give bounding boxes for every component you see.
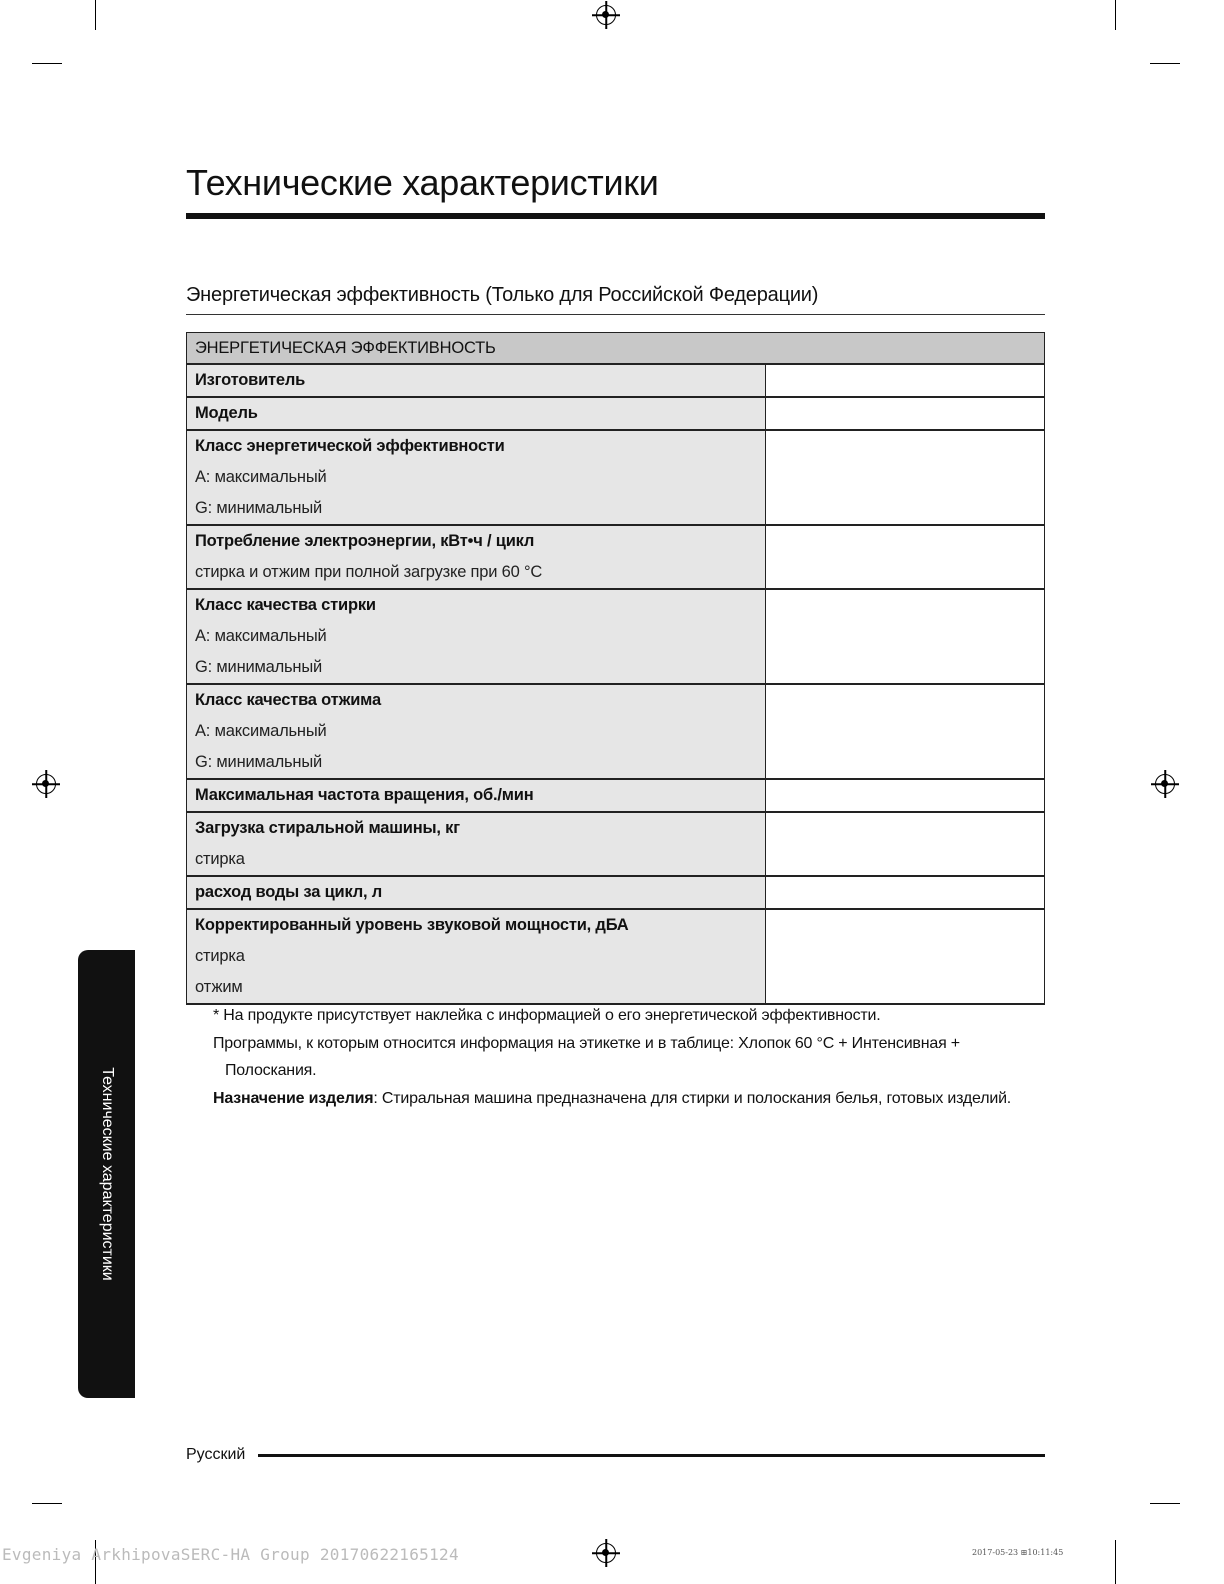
row-title: Максимальная частота вращения, об./мин — [195, 786, 534, 804]
table-row — [187, 684, 1045, 779]
table-row — [187, 779, 1045, 812]
table-row — [187, 909, 1045, 1004]
energy-label-note: * На продукте присутствует наклейка с информацией о его энергетической эффективности. — [213, 1007, 881, 1024]
side-chapter-tab-label: Технические характеристики — [98, 1067, 116, 1281]
side-chapter-tab — [78, 950, 135, 1398]
row-label-cell — [187, 812, 766, 876]
print-timestamp: 2017-05-23 ⊞10:11:45 — [972, 1548, 1064, 1557]
table-row — [187, 430, 1045, 525]
purpose-label: Назначение изделия — [213, 1089, 374, 1107]
footer-language: Русский — [186, 1446, 246, 1463]
row-title: Класс качества отжима — [195, 691, 381, 709]
table-row — [187, 364, 1045, 397]
row-label-cell — [187, 779, 766, 812]
row-value-cell — [766, 364, 1045, 397]
table-row — [187, 589, 1045, 684]
crop-mark — [32, 63, 62, 64]
row-title: Класс энергетической эффективности — [195, 437, 505, 455]
row-value-cell — [766, 909, 1045, 1004]
energy-efficiency-table — [186, 332, 1045, 1005]
table-row — [187, 812, 1045, 876]
row-subtitle: отжим — [195, 978, 243, 996]
row-label-cell — [187, 684, 766, 779]
row-label-cell — [187, 876, 766, 909]
row-value-cell — [766, 684, 1045, 779]
row-value-cell — [766, 397, 1045, 430]
section-title: Энергетическая эффективность (Только для Российской Федерации) — [186, 284, 819, 306]
purpose-note — [213, 1085, 1043, 1113]
row-subtitle: A: максимальный — [195, 468, 327, 486]
purpose-text: : Стиральная машина предназначена для стирки и полоскания белья, готовых изделий. — [373, 1089, 1012, 1107]
row-value-cell — [766, 589, 1045, 684]
crop-mark — [1115, 1540, 1116, 1584]
row-title: Корректированный уровень звуковой мощности, дБА — [195, 916, 629, 934]
table-row — [187, 397, 1045, 430]
row-subtitle: стирка и отжим при полной загрузке при 60 °C — [195, 563, 543, 581]
crop-mark — [1115, 0, 1116, 30]
row-subtitle: A: максимальный — [195, 627, 327, 645]
row-title: расход воды за цикл, л — [195, 883, 383, 901]
row-label-cell — [187, 397, 766, 430]
registration-mark-icon — [596, 1543, 616, 1563]
crop-mark — [32, 1503, 62, 1504]
row-title: Потребление электроэнергии, кВт•ч / цикл — [195, 532, 535, 550]
row-value-cell — [766, 876, 1045, 909]
footer-rule — [258, 1454, 1045, 1457]
notes — [213, 1002, 1043, 1112]
row-label-cell — [187, 589, 766, 684]
table-row — [187, 525, 1045, 589]
page-title: Технические характеристики — [186, 162, 659, 203]
row-value-cell — [766, 525, 1045, 589]
row-subtitle: G: минимальный — [195, 753, 323, 771]
row-value-cell — [766, 779, 1045, 812]
row-label-cell — [187, 525, 766, 589]
registration-mark-icon — [596, 5, 616, 25]
registration-mark-icon — [1155, 774, 1175, 794]
crop-mark — [95, 0, 96, 30]
row-title: Модель — [195, 404, 258, 422]
row-title: Загрузка стиральной машины, кг — [195, 819, 460, 837]
row-label-cell — [187, 364, 766, 397]
row-title: Изготовитель — [195, 371, 306, 389]
registration-mark-icon — [36, 774, 56, 794]
programs-note: Программы, к которым относится информация на этикетке и в таблице: Хлопок 60 °C + Интенсивная + — [213, 1034, 960, 1052]
crop-mark — [1150, 63, 1180, 64]
row-label-cell — [187, 909, 766, 1004]
table-row — [187, 876, 1045, 909]
row-title: Класс качества стирки — [195, 596, 376, 614]
crop-mark — [1150, 1503, 1180, 1504]
print-slug: Evgeniya ArkhipovaSERC-HA Group 20170622165124 — [2, 1545, 459, 1564]
programs-note-continued: Полоскания. — [225, 1062, 317, 1079]
row-value-cell — [766, 430, 1045, 525]
row-subtitle: G: минимальный — [195, 499, 323, 517]
row-subtitle: A: максимальный — [195, 722, 327, 740]
row-label-cell — [187, 430, 766, 525]
title-underline — [186, 213, 1045, 219]
section-underline — [186, 314, 1045, 315]
table-header: ЭНЕРГЕТИЧЕСКАЯ ЭФФЕКТИВНОСТЬ — [187, 333, 1045, 365]
row-subtitle: G: минимальный — [195, 658, 323, 676]
row-subtitle: стирка — [195, 947, 245, 965]
row-value-cell — [766, 812, 1045, 876]
row-subtitle: стирка — [195, 850, 245, 868]
